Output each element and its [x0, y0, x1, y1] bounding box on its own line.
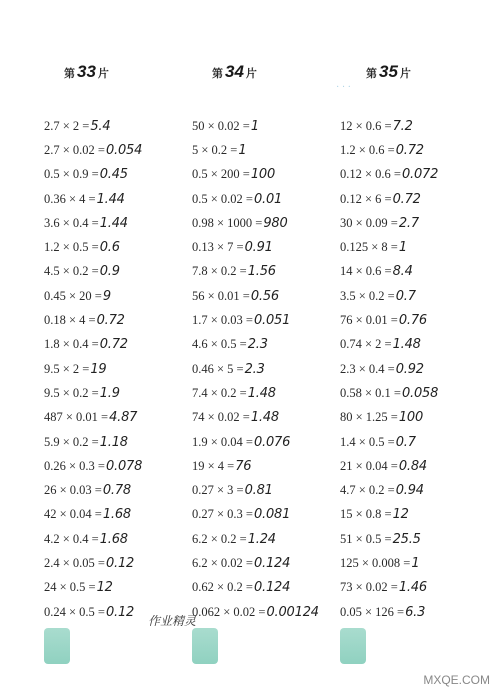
problem-expression: 0.12 × 0.6 =	[340, 167, 401, 182]
problem-expression: 80 × 1.25 =	[340, 410, 398, 425]
problem-expression: 2.7 × 2 =	[44, 118, 90, 133]
header-suffix: 片	[97, 68, 109, 80]
handwritten-answer: 0.054	[105, 142, 143, 158]
handwritten-answer: 0.72	[96, 313, 125, 329]
problem-row	[192, 138, 319, 162]
handwritten-answer: 0.124	[253, 555, 291, 571]
problem-expression: 0.74 × 2 =	[340, 337, 392, 352]
problem-row	[340, 211, 438, 235]
handwritten-answer: 76	[235, 458, 252, 474]
problem-expression: 0.062 × 0.02 =	[192, 604, 266, 619]
problem-row	[44, 114, 142, 138]
problem-row	[44, 600, 142, 624]
handwritten-answer: 0.81	[244, 483, 273, 499]
problem-expression: 0.125 × 8 =	[340, 240, 398, 255]
problem-row	[192, 430, 319, 454]
problem-expression: 42 × 0.04 =	[44, 507, 102, 522]
problem-expression: 1.7 × 0.03 =	[192, 313, 253, 328]
problem-expression: 21 × 0.04 =	[340, 458, 398, 473]
problem-row	[340, 114, 438, 138]
problem-row	[192, 478, 319, 502]
problem-expression: 1.2 × 0.5 =	[44, 240, 99, 255]
footer-badge-decoration	[192, 628, 218, 664]
handwritten-answer: 12	[392, 507, 409, 523]
problem-list	[44, 114, 142, 624]
problem-row	[44, 333, 142, 357]
problem-expression: 7.4 × 0.2 =	[192, 385, 247, 400]
problem-row	[340, 357, 438, 381]
problem-expression: 0.98 × 1000 =	[192, 215, 263, 230]
handwritten-answer: 19	[90, 361, 107, 377]
decorative-dots: · · ·	[336, 82, 351, 93]
problem-row	[340, 187, 438, 211]
problem-expression: 0.58 × 0.1 =	[340, 385, 401, 400]
problem-row	[192, 527, 319, 551]
problem-expression: 487 × 0.01 =	[44, 410, 109, 425]
problem-expression: 6.2 × 0.2 =	[192, 531, 247, 546]
handwritten-answer: 1.48	[247, 385, 276, 401]
problem-expression: 4.5 × 0.2 =	[44, 264, 99, 279]
problem-row	[192, 381, 319, 405]
problem-row	[44, 260, 142, 284]
problem-row	[340, 235, 438, 259]
problem-expression: 2.3 × 0.4 =	[340, 361, 395, 376]
problem-row	[340, 454, 438, 478]
problem-expression: 0.12 × 6 =	[340, 191, 392, 206]
problem-expression: 0.18 × 4 =	[44, 313, 96, 328]
handwritten-answer: 5.4	[90, 118, 111, 134]
problem-row	[44, 235, 142, 259]
problem-row	[192, 114, 319, 138]
handwritten-answer: 980	[263, 215, 288, 231]
problem-expression: 14 × 0.6 =	[340, 264, 392, 279]
handwritten-answer: 0.7	[395, 288, 416, 304]
problem-row	[44, 576, 142, 600]
handwritten-answer: 0.72	[99, 337, 128, 353]
handwritten-answer: 12	[96, 580, 113, 596]
handwritten-answer: 0.76	[398, 313, 428, 329]
problem-row	[44, 406, 142, 430]
problem-row	[340, 138, 438, 162]
column-header	[212, 62, 319, 84]
problem-row	[340, 503, 438, 527]
problem-row	[44, 381, 142, 405]
problem-row	[340, 430, 438, 454]
problem-row	[340, 333, 438, 357]
problem-row	[340, 527, 438, 551]
problem-expression: 0.27 × 0.3 =	[192, 507, 253, 522]
problem-row	[44, 454, 142, 478]
problem-row	[340, 576, 438, 600]
handwritten-answer: 2.3	[247, 337, 268, 353]
handwritten-answer: 0.84	[398, 458, 428, 474]
column-header	[64, 62, 142, 84]
handwritten-answer: 1.9	[99, 385, 120, 401]
problem-expression: 7.8 × 0.2 =	[192, 264, 247, 279]
problem-row	[192, 503, 319, 527]
problem-row	[44, 284, 142, 308]
problem-expression: 19 × 4 =	[192, 458, 235, 473]
handwritten-answer: 0.92	[395, 361, 424, 377]
problem-row	[192, 284, 319, 308]
problem-expression: 0.5 × 0.02 =	[192, 191, 253, 206]
handwritten-answer: 2.3	[244, 361, 265, 377]
problem-expression: 1.9 × 0.04 =	[192, 434, 253, 449]
handwritten-answer: 1.48	[250, 410, 280, 426]
problem-row	[340, 260, 438, 284]
handwritten-answer: 0.45	[99, 167, 128, 183]
handwritten-answer: 0.72	[392, 191, 421, 207]
handwritten-answer: 1.68	[102, 507, 132, 523]
problem-expression: 1.4 × 0.5 =	[340, 434, 395, 449]
handwritten-answer: 6.3	[405, 604, 426, 620]
problem-expression: 9.5 × 2 =	[44, 361, 90, 376]
handwritten-answer: 0.078	[105, 458, 143, 474]
problem-row	[340, 381, 438, 405]
header-number: 35	[379, 62, 398, 81]
problem-row	[192, 187, 319, 211]
problem-row	[44, 527, 142, 551]
footer-badge-decoration	[44, 628, 70, 664]
problem-row	[192, 211, 319, 235]
problem-row	[192, 406, 319, 430]
handwritten-answer: 0.12	[105, 604, 135, 620]
handwritten-answer: 0.124	[253, 580, 291, 596]
handwritten-answer: 1	[250, 118, 259, 134]
problem-list	[192, 114, 319, 624]
handwritten-answer: 1.44	[99, 215, 128, 231]
handwritten-answer: 0.081	[253, 507, 291, 523]
handwritten-answer: 100	[398, 410, 424, 426]
problem-expression: 0.24 × 0.5 =	[44, 604, 105, 619]
problem-expression: 4.7 × 0.2 =	[340, 483, 395, 498]
problem-expression: 5.9 × 0.2 =	[44, 434, 99, 449]
problem-expression: 0.05 × 126 =	[340, 604, 405, 619]
handwritten-answer: 0.91	[244, 240, 273, 256]
problem-expression: 1.8 × 0.4 =	[44, 337, 99, 352]
header-suffix: 片	[399, 68, 411, 80]
problem-row	[340, 600, 438, 624]
problem-expression: 3.6 × 0.4 =	[44, 215, 99, 230]
watermark-text: MXQE.COM	[423, 673, 490, 687]
handwritten-answer: 0.051	[253, 313, 291, 329]
problem-expression: 0.13 × 7 =	[192, 240, 244, 255]
footer-badge-decoration	[340, 628, 366, 664]
problem-expression: 0.5 × 0.9 =	[44, 167, 99, 182]
problem-expression: 4.2 × 0.4 =	[44, 531, 99, 546]
problem-row	[44, 478, 142, 502]
handwritten-answer: 1	[411, 555, 420, 571]
handwritten-note: 作业精灵	[148, 614, 197, 628]
problem-row	[192, 551, 319, 575]
handwritten-answer: 1.44	[96, 191, 125, 207]
problem-expression: 4.6 × 0.5 =	[192, 337, 247, 352]
problem-row	[44, 211, 142, 235]
header-prefix: 第	[212, 68, 223, 80]
problem-row	[340, 478, 438, 502]
handwritten-answer: 1	[238, 142, 247, 158]
header-suffix: 片	[245, 68, 257, 80]
problem-expression: 6.2 × 0.02 =	[192, 555, 253, 570]
problem-expression: 0.46 × 5 =	[192, 361, 244, 376]
handwritten-answer: 0.12	[105, 555, 135, 571]
header-prefix: 第	[366, 68, 377, 80]
handwritten-answer: 0.6	[99, 240, 120, 256]
problem-expression: 56 × 0.01 =	[192, 288, 250, 303]
handwritten-answer: 1.24	[247, 531, 276, 547]
handwritten-answer: 0.072	[401, 167, 439, 183]
handwritten-answer: 0.7	[395, 434, 416, 450]
problem-expression: 51 × 0.5 =	[340, 531, 392, 546]
problem-expression: 0.27 × 3 =	[192, 483, 244, 498]
problem-row	[340, 163, 438, 187]
problem-expression: 15 × 0.8 =	[340, 507, 392, 522]
handwritten-answer: 2.7	[398, 215, 419, 231]
problem-row	[192, 260, 319, 284]
problem-expression: 9.5 × 0.2 =	[44, 385, 99, 400]
problem-row	[44, 551, 142, 575]
handwritten-answer: 1.68	[99, 531, 128, 547]
handwritten-answer: 1.18	[99, 434, 128, 450]
column-header	[366, 62, 438, 84]
problem-row	[340, 406, 438, 430]
handwritten-answer: 0.01	[253, 191, 283, 207]
handwritten-answer: 0.78	[102, 483, 132, 499]
problem-expression: 26 × 0.03 =	[44, 483, 102, 498]
problem-expression: 2.4 × 0.05 =	[44, 555, 105, 570]
handwritten-answer: 0.72	[395, 142, 424, 158]
problem-expression: 0.5 × 200 =	[192, 167, 250, 182]
handwritten-answer: 1.56	[247, 264, 276, 280]
problem-row	[340, 551, 438, 575]
problem-expression: 30 × 0.09 =	[340, 215, 398, 230]
problem-expression: 5 × 0.2 =	[192, 142, 238, 157]
header-prefix: 第	[64, 68, 75, 80]
problem-expression: 2.7 × 0.02 =	[44, 142, 105, 157]
problem-row	[192, 235, 319, 259]
column-page-35	[340, 62, 438, 624]
handwritten-answer: 9	[102, 288, 111, 304]
problem-row	[340, 284, 438, 308]
handwritten-answer: 100	[250, 167, 276, 183]
problem-row	[44, 430, 142, 454]
problem-expression: 125 × 0.008 =	[340, 555, 411, 570]
header-number: 34	[225, 62, 244, 81]
problem-expression: 76 × 0.01 =	[340, 313, 398, 328]
problem-expression: 24 × 0.5 =	[44, 580, 96, 595]
handwritten-answer: 1	[398, 240, 407, 256]
problem-row	[192, 357, 319, 381]
handwritten-answer: 0.00124	[266, 604, 319, 620]
problem-row	[44, 163, 142, 187]
problem-expression: 12 × 0.6 =	[340, 118, 392, 133]
problem-expression: 3.5 × 0.2 =	[340, 288, 395, 303]
header-number: 33	[77, 62, 96, 81]
handwritten-answer: 4.87	[109, 410, 138, 426]
problem-row	[192, 576, 319, 600]
handwritten-answer: 25.5	[392, 531, 421, 547]
problem-expression: 0.62 × 0.2 =	[192, 580, 253, 595]
problem-expression: 0.45 × 20 =	[44, 288, 102, 303]
column-page-33	[44, 62, 142, 624]
handwritten-answer: 7.2	[392, 118, 413, 134]
handwritten-answer: 0.076	[253, 434, 291, 450]
problem-row	[192, 454, 319, 478]
problem-expression: 74 × 0.02 =	[192, 410, 250, 425]
problem-row	[44, 138, 142, 162]
problem-row	[340, 308, 438, 332]
problem-expression: 50 × 0.02 =	[192, 118, 250, 133]
handwritten-answer: 0.058	[401, 385, 439, 401]
handwritten-answer: 0.56	[250, 288, 280, 304]
handwritten-answer: 1.46	[398, 580, 428, 596]
handwritten-answer: 1.48	[392, 337, 421, 353]
problem-row	[44, 503, 142, 527]
problem-row	[192, 333, 319, 357]
problem-row	[192, 308, 319, 332]
problem-list	[340, 114, 438, 624]
problem-row	[192, 163, 319, 187]
problem-row	[192, 600, 319, 624]
problem-expression: 73 × 0.02 =	[340, 580, 398, 595]
column-page-34	[192, 62, 319, 624]
handwritten-answer: 8.4	[392, 264, 413, 280]
problem-expression: 1.2 × 0.6 =	[340, 142, 395, 157]
problem-expression: 0.26 × 0.3 =	[44, 458, 105, 473]
handwritten-answer: 0.9	[99, 264, 120, 280]
problem-row	[44, 308, 142, 332]
problem-expression: 0.36 × 4 =	[44, 191, 96, 206]
handwritten-answer: 0.94	[395, 483, 424, 499]
problem-row	[44, 187, 142, 211]
problem-row	[44, 357, 142, 381]
